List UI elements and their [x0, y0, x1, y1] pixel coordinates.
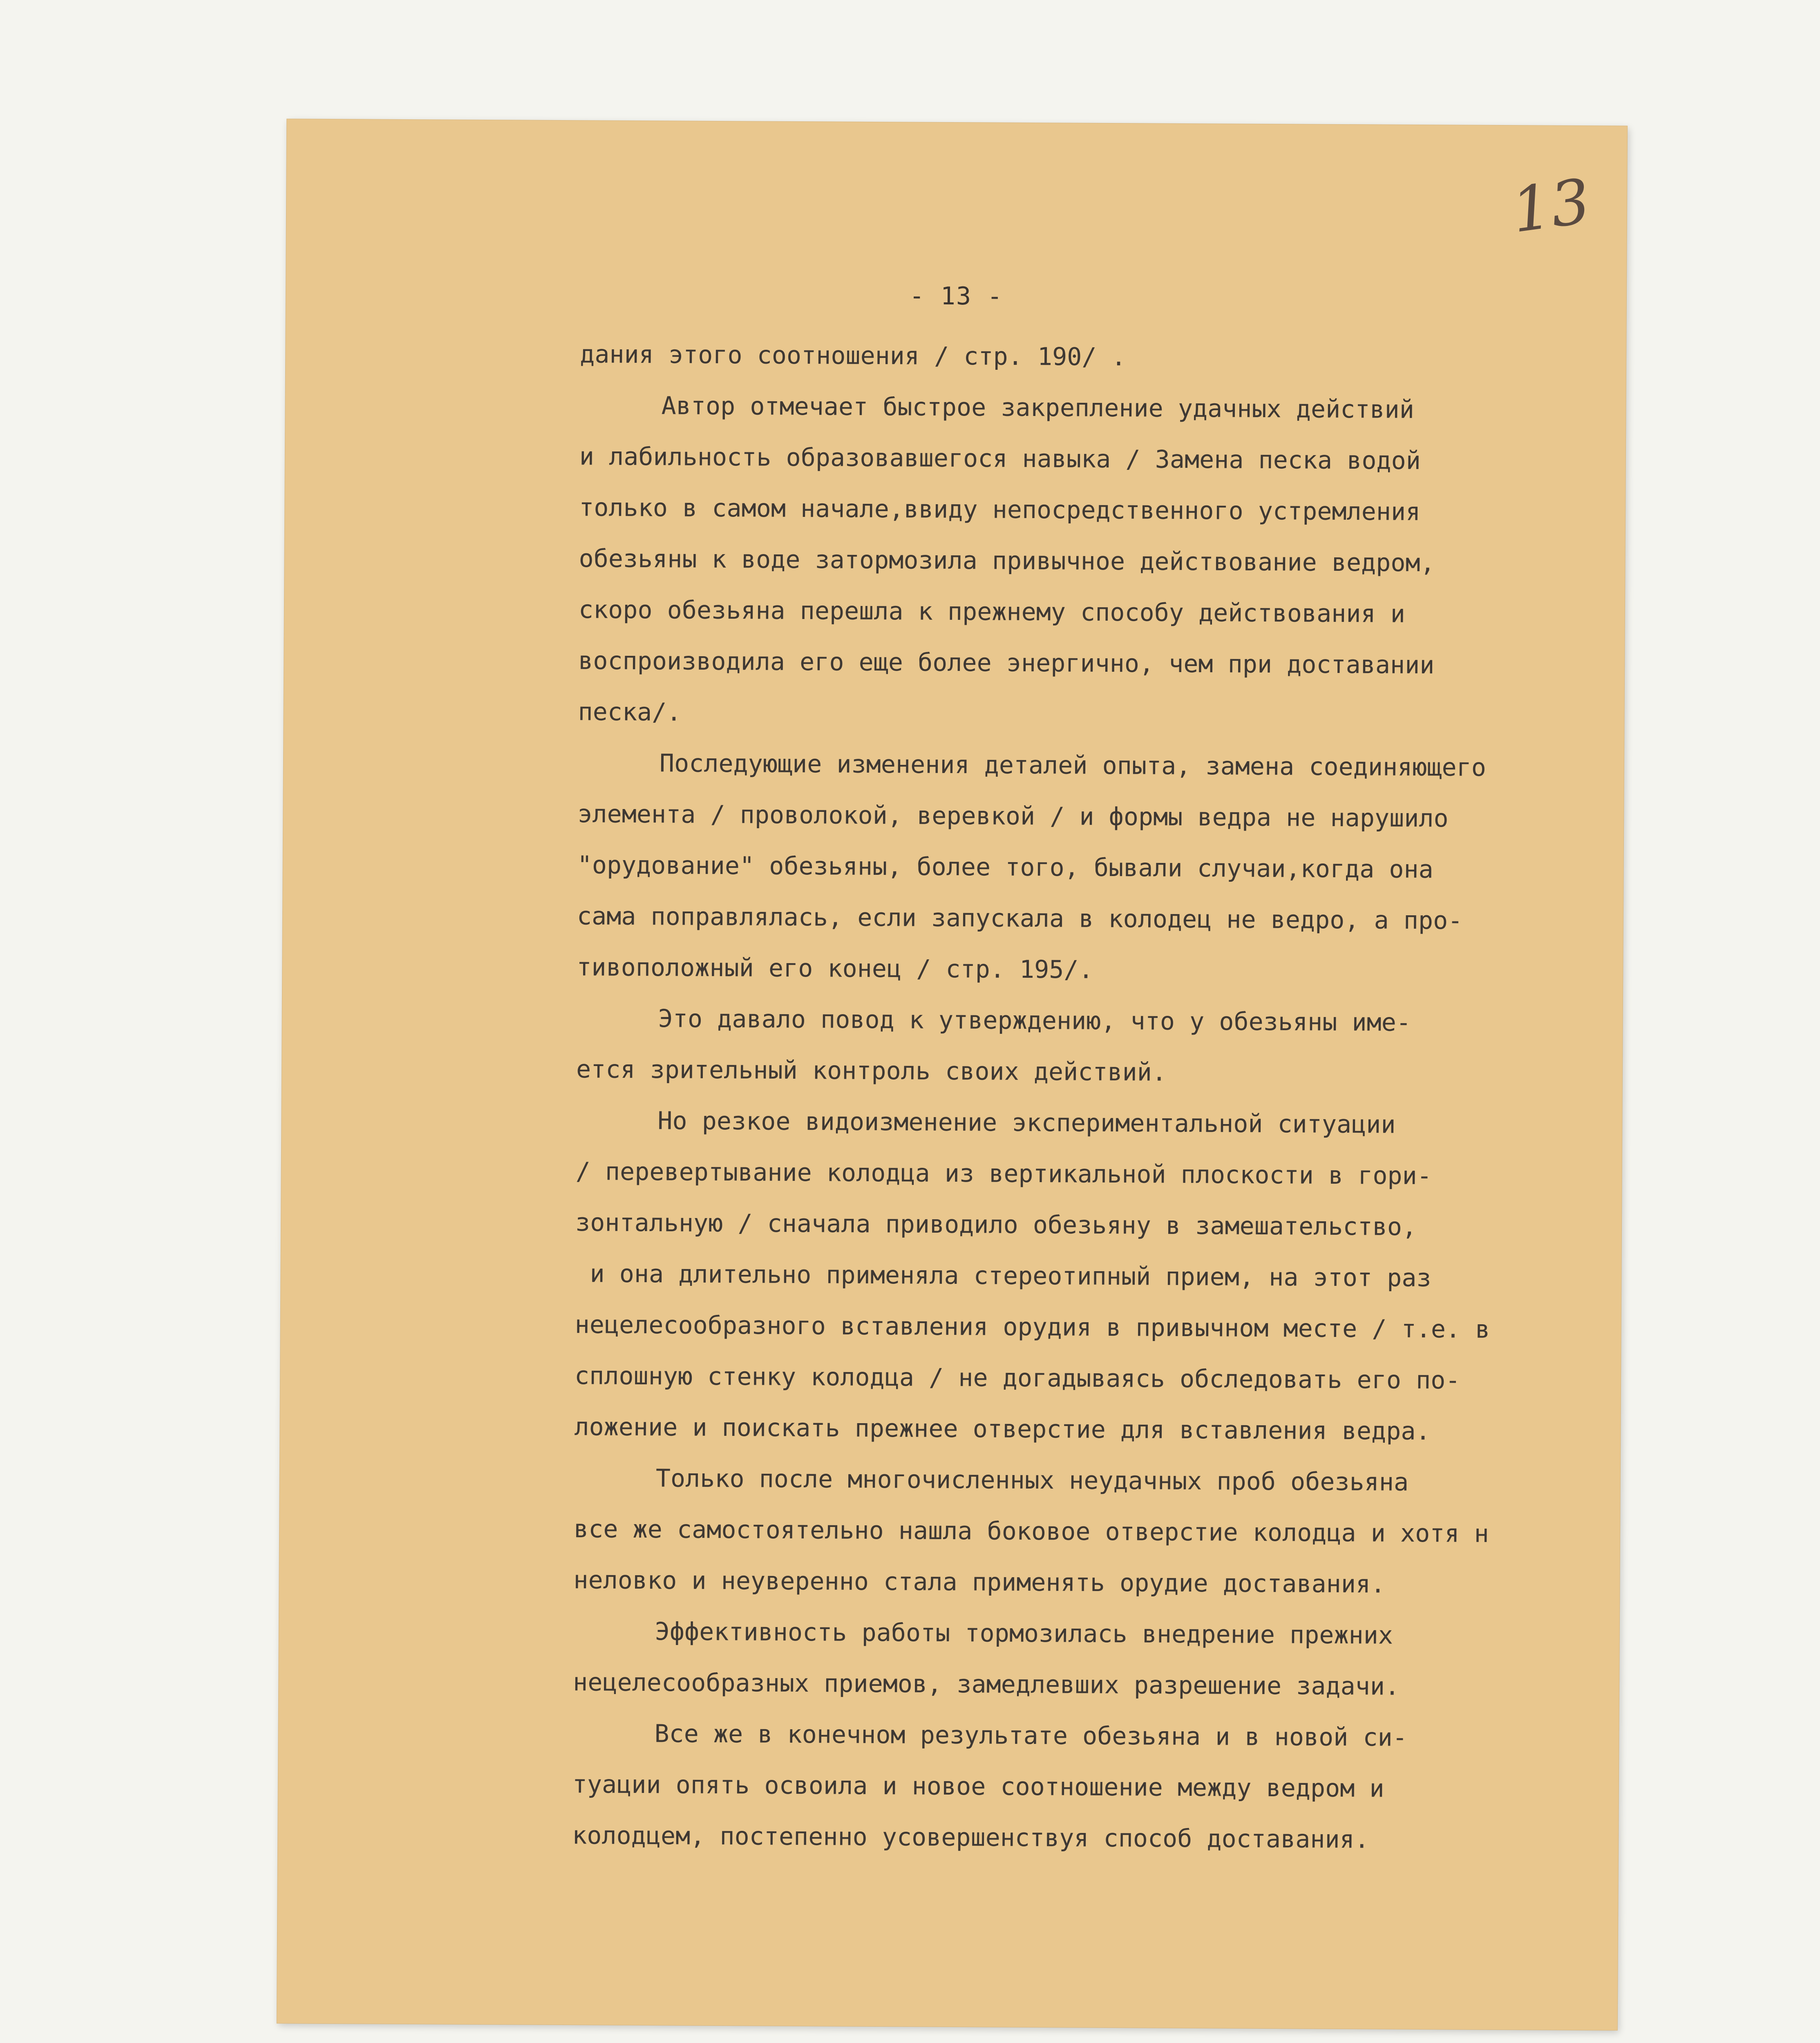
page-number: - 13 -	[909, 282, 1003, 311]
typed-text-body	[572, 329, 1594, 1866]
text-line: элемента / проволокой, веревкой / и формы ведра не нарушило	[577, 800, 1449, 833]
text-line: ложение и поискать прежнее отверстие для вставления ведра.	[574, 1413, 1431, 1446]
text-line: воспроизводила его еще более энергично, чем при доставании	[578, 646, 1435, 680]
handwritten-folio-number: 13	[1507, 165, 1594, 247]
text-line: / перевертывание колодца из вертикальной плоскости в гори-	[575, 1157, 1432, 1191]
text-line: Это давало повод к утверждению, что у обезьяны име-	[658, 1004, 1411, 1037]
text-line: зонтальную / сначала приводило обезьяну в замешательство,	[575, 1208, 1417, 1241]
text-line: песка/.	[578, 697, 682, 727]
text-line: "орудование" обезьяны, более того, бывали случаи,когда она	[577, 851, 1433, 884]
text-line: Автор отмечает быстрое закрепление удачных действий	[661, 391, 1414, 424]
text-line: только в самом начале,ввиду непосредственного устремления	[579, 493, 1421, 526]
text-line: нецелесообразных приемов, замедлевших разрешение задачи.	[573, 1668, 1400, 1701]
text-line: ется зрительный контроль своих действий.	[576, 1055, 1167, 1087]
text-line: неловко и неуверенно стала применять орудие доставания.	[573, 1566, 1386, 1599]
text-line: Последующие изменения деталей опыта, замена соединяющего	[659, 749, 1487, 782]
text-line: Только после многочисленных неудачных проб обезьяна	[655, 1464, 1409, 1497]
text-line: сплошную стенку колодца / не догадываясь обследовать его по-	[574, 1361, 1460, 1395]
text-line: Эффективность работы тормозилась внедрение прежних	[655, 1617, 1393, 1650]
text-line: дания этого соотношения / стр. 190/ .	[580, 340, 1126, 372]
text-line: и она длительно применяла стереотипный прием, на этот раз	[575, 1259, 1431, 1293]
text-line: скоро обезьяна перешла к прежнему способу действования и	[578, 595, 1405, 628]
text-line: туации опять освоила и новое соотношение между ведром и	[572, 1770, 1384, 1803]
text-line: Все же в конечном результате обезьяна и в новой си-	[654, 1719, 1407, 1752]
text-line: сама поправлялась, если запускала в колодец не ведро, а про-	[577, 902, 1463, 935]
text-line: и лабильность образовавшегося навыка / Замена песка водой	[579, 442, 1421, 475]
document-page	[277, 119, 1627, 2030]
text-line: колодцем, постепенно усовершенствуя способ доставания.	[572, 1821, 1370, 1854]
text-line: все же самостоятельно нашла боковое отверстие колодца и хотя н	[573, 1515, 1489, 1548]
text-line: Но резкое видоизменение экспериментальной ситуации	[657, 1106, 1396, 1139]
text-line: тивоположный его конец / стр. 195/.	[577, 953, 1093, 984]
text-line: нецелесообразного вставления орудия в привычном месте / т.е. в	[575, 1310, 1490, 1344]
text-line: обезьяны к воде затормозила привычное действование ведром,	[579, 544, 1435, 578]
